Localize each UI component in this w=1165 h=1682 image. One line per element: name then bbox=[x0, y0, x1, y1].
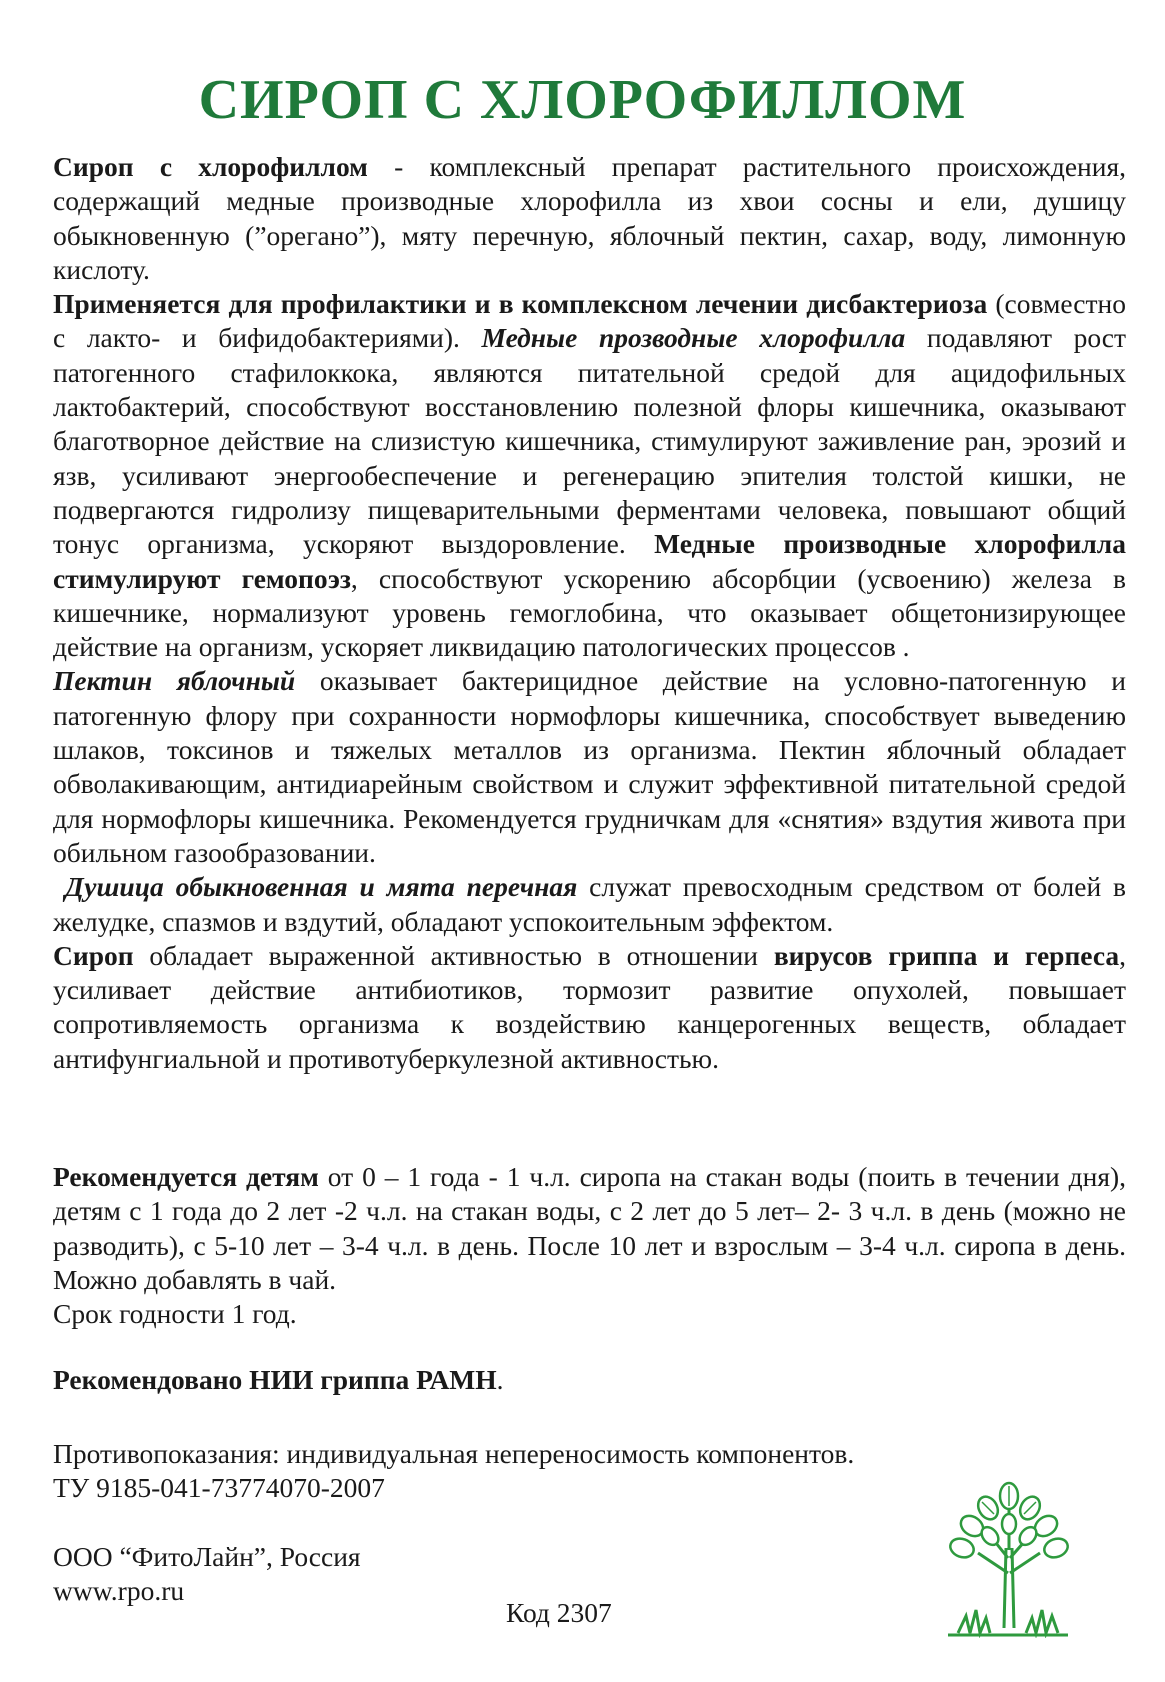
herbs-name: Душица обыкновенная и мята перечная bbox=[64, 871, 578, 903]
shelf-life: Срок годности 1 год. bbox=[53, 1298, 297, 1330]
intro-text: - комплексный препарат растительного происхождения, содержащий медные производные хлорофилла из хвои сосны и ели, душицу обыкновенную (”орегано”), мяту перечную, яблочный пектин, сахар, воду, лимонную кислоту. bbox=[53, 151, 1126, 285]
description-body bbox=[53, 150, 1126, 1076]
approval-line bbox=[53, 1363, 1126, 1397]
herbs-paragraph bbox=[53, 870, 1126, 939]
contraindications-text: Противопоказания: индивидуальная непереносимость компонентов. bbox=[53, 1438, 855, 1469]
page-title: СИРОП С ХЛОРОФИЛЛОМ bbox=[198, 69, 967, 131]
intro-name: Сироп с хлорофиллом bbox=[53, 151, 368, 182]
website-link[interactable]: www.rpo.ru bbox=[53, 1575, 185, 1607]
usage-text-1: подавляют рост патогенного стафилоккока, являются питательной средой для ацидофильных лактобактерий, способствуют восстановлению полезной флоры кишечника, оказывают благотворное действие на слизистую кишечника, стимулируют заживление ран, эрозий и язв, усиливают энергообеспечение и регенерацию эпителия толстой кишки, не подвергаются гидролизу пищеварительными ферментами человека, повышают общий тонус организма, ускоряют выздоровление. bbox=[53, 322, 1126, 560]
product-code: Код 2307 bbox=[506, 1597, 612, 1628]
usage-deriv-italic: Медные прозводные хлорофилла bbox=[481, 322, 906, 354]
approval-text: Рекомендовано НИИ гриппа РАМН bbox=[53, 1364, 497, 1395]
approval-dot: . bbox=[496, 1364, 504, 1395]
usage-lead-plain: (совместно с лакто- и бифидобактериями). bbox=[53, 288, 1126, 354]
dosage-text: от 0 – 1 года - 1 ч.л. сиропа на стакан воды (поить в течении дня), детям с 1 года до 2 лет -2 ч.л. на стакан воды, с 2 лет до 5 лет– 2- 3 ч.л. в день (можно не разводить), с 5-10 лет – 3-4 ч.л. в день. После 10 лет и взрослым – 3-4 ч.л. сиропа в день. Можно добавлять в чай. bbox=[53, 1161, 1126, 1295]
dosage-lead: Рекомендуется детям bbox=[53, 1161, 319, 1192]
tree-logo-icon bbox=[918, 1478, 1098, 1638]
dosage-paragraph bbox=[53, 1160, 1126, 1297]
tu-code: ТУ 9185-041-73774070-2007 bbox=[53, 1472, 385, 1504]
herbs-text: служат превосходным средством от болей в желудке, спазмов и вздутий, обладают успокоительным эффектом. bbox=[53, 871, 1126, 937]
pectin-name: Пектин яблочный bbox=[53, 665, 296, 697]
syrup-paragraph bbox=[53, 939, 1126, 1076]
usage-text-2: , способствуют ускорению абсорбции (усвоению) железа в кишечнике, нормализуют уровень гемоглобина, что оказывает общетонизирующее действие на организм, ускоряет ликвидацию патологических процессов . bbox=[53, 562, 1126, 663]
usage-lead: Применяется для профилактики и в комплексном лечении дисбактериоза bbox=[53, 288, 988, 320]
syrup-text-1: обладает выраженной активностью в отношении bbox=[133, 939, 774, 971]
usage-deriv-bold: Медные производные хлорофилла стимулируют гемопоэз bbox=[53, 528, 1126, 594]
dosage-block bbox=[53, 1160, 1126, 1331]
pectin-paragraph bbox=[53, 664, 1126, 870]
company-name: ООО “ФитоЛайн”, Россия bbox=[53, 1541, 361, 1572]
syrup-text-2: , усиливает действие антибиотиков, тормозит развитие опухолей, повышает сопротивляемость организма к воздействию канцерогенных веществ, обладает антифунгиальной и противотуберкулезной активностью. bbox=[53, 939, 1126, 1074]
pectin-text: оказывает бактерицидное действие на условно-патогенную и патогенную флору при сохранности нормофлоры кишечника, способствует выведению шлаков, токсинов и тяжелых металлов из организма. Пектин яблочный обладает обволакивающим, антидиарейным свойством и служит эффективной питательной средой для нормофлоры кишечника. Рекомендуется грудничкам для «снятия» вздутия живота при обильном газообразовании. bbox=[53, 665, 1126, 868]
approval-block bbox=[53, 1363, 1126, 1397]
usage-paragraph bbox=[53, 287, 1126, 664]
syrup-name: Сироп bbox=[53, 939, 134, 971]
intro-paragraph bbox=[53, 150, 1126, 287]
syrup-viruses: вирусов гриппа и герпеса bbox=[773, 939, 1120, 971]
